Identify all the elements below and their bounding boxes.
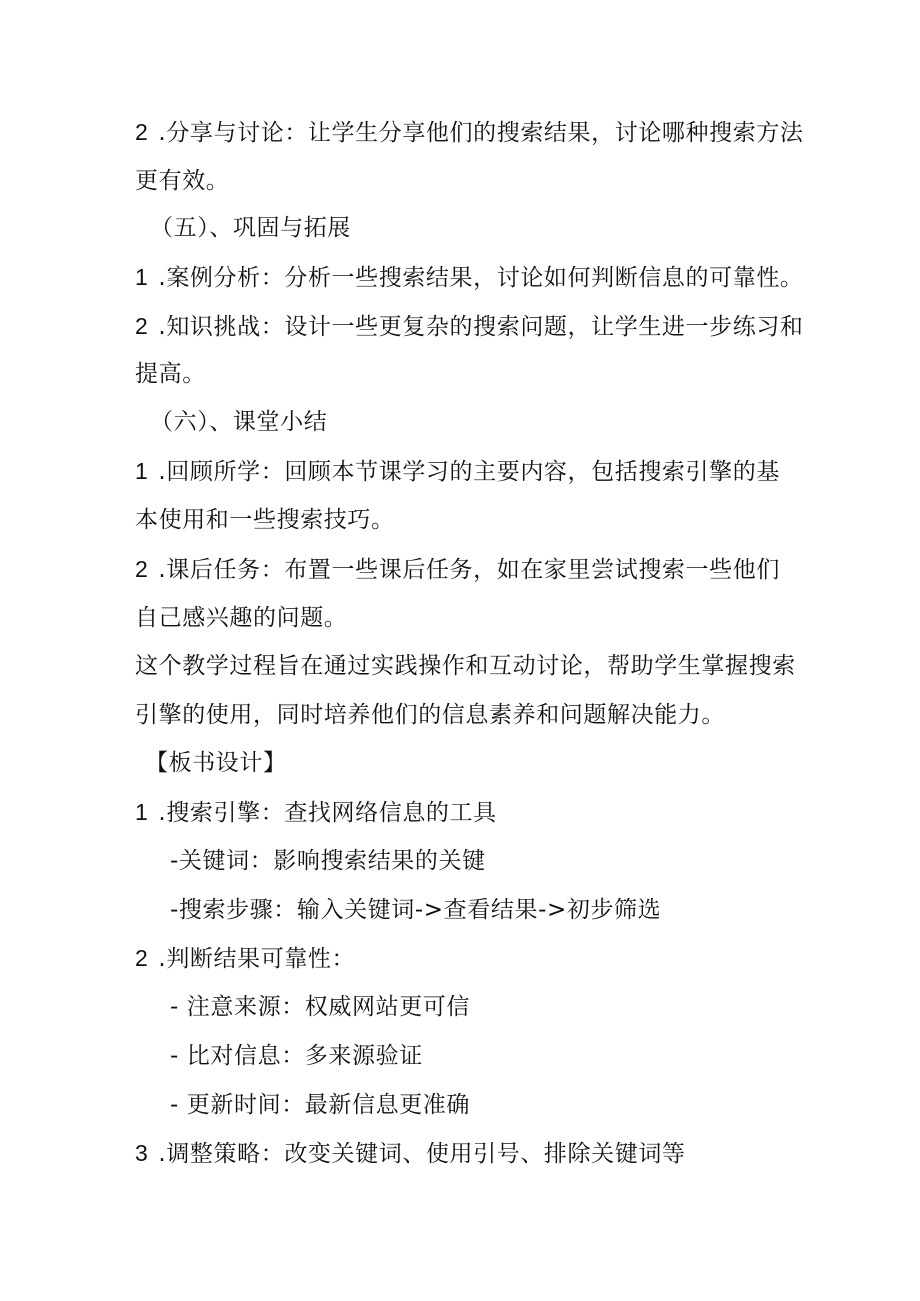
line-text: - 注意来源：权威网站更可信 xyxy=(170,994,471,1020)
line-text: 更有效。 xyxy=(135,168,230,194)
item-number: 2 xyxy=(135,556,149,582)
text-line xyxy=(135,166,229,196)
text-line xyxy=(135,700,725,730)
item-number: 3 xyxy=(135,1140,149,1166)
section-heading xyxy=(145,748,287,778)
text-line xyxy=(135,943,355,974)
line-text: 本使用和一些搜索技巧。 xyxy=(135,507,395,533)
text-line xyxy=(135,456,780,487)
sub-item xyxy=(170,1090,470,1120)
text-line xyxy=(135,505,395,535)
line-text: （六）、课堂小结 xyxy=(150,409,328,435)
text-line xyxy=(135,651,796,681)
text-line xyxy=(135,554,780,585)
item-number: 1 xyxy=(135,264,149,290)
item-number: 1 xyxy=(135,458,149,484)
text-line xyxy=(135,359,206,389)
line-text: 【板书设计】 xyxy=(145,750,287,776)
item-number: 2 xyxy=(135,945,149,971)
line-text: -搜索步骤：输入关键词->查看结果->初步筛选 xyxy=(170,897,662,923)
line-text: .知识挑战：设计一些更复杂的搜索问题，让学生进一步练习和 xyxy=(158,314,804,340)
text-line xyxy=(135,262,804,293)
line-text: -关键词：影响搜索结果的关键 xyxy=(170,848,486,874)
line-text: 这个教学过程旨在通过实践操作和互动讨论，帮助学生掌握搜索 xyxy=(135,653,796,679)
text-line xyxy=(135,117,804,148)
line-text: .案例分析：分析一些搜索结果，讨论如何判断信息的可靠性。 xyxy=(158,265,804,291)
text-line xyxy=(135,311,804,342)
line-text: .回顾所学：回顾本节课学习的主要内容，包括搜索引擎的基 xyxy=(158,459,780,485)
line-text: .课后任务：布置一些课后任务，如在家里尝试搜索一些他们 xyxy=(158,557,780,583)
line-text: - 更新时间：最新信息更准确 xyxy=(170,1092,471,1118)
line-text: - 比对信息：多来源验证 xyxy=(170,1043,423,1069)
text-line xyxy=(135,797,497,828)
section-heading xyxy=(150,213,351,243)
section-heading xyxy=(150,407,327,437)
text-line xyxy=(135,1138,686,1169)
item-number: 2 xyxy=(135,119,149,145)
item-number: 2 xyxy=(135,313,149,339)
sub-item xyxy=(170,992,470,1022)
line-text: 提高。 xyxy=(135,361,206,387)
item-number: 1 xyxy=(135,799,149,825)
sub-item xyxy=(170,1041,423,1071)
line-text: 引擎的使用，同时培养他们的信息素养和问题解决能力。 xyxy=(135,702,725,728)
line-text: .调整策略：改变关键词、使用引号、排除关键词等 xyxy=(158,1141,686,1167)
line-text: 自己感兴趣的问题。 xyxy=(135,605,348,631)
line-text: .判断结果可靠性： xyxy=(158,946,356,972)
line-text: .搜索引擎：查找网络信息的工具 xyxy=(158,800,497,826)
sub-item xyxy=(170,895,661,925)
sub-item xyxy=(170,846,486,876)
line-text: .分享与讨论：让学生分享他们的搜索结果，讨论哪种搜索方法 xyxy=(158,120,804,146)
text-line xyxy=(135,603,347,633)
line-text: （五）、巩固与拓展 xyxy=(150,215,351,241)
